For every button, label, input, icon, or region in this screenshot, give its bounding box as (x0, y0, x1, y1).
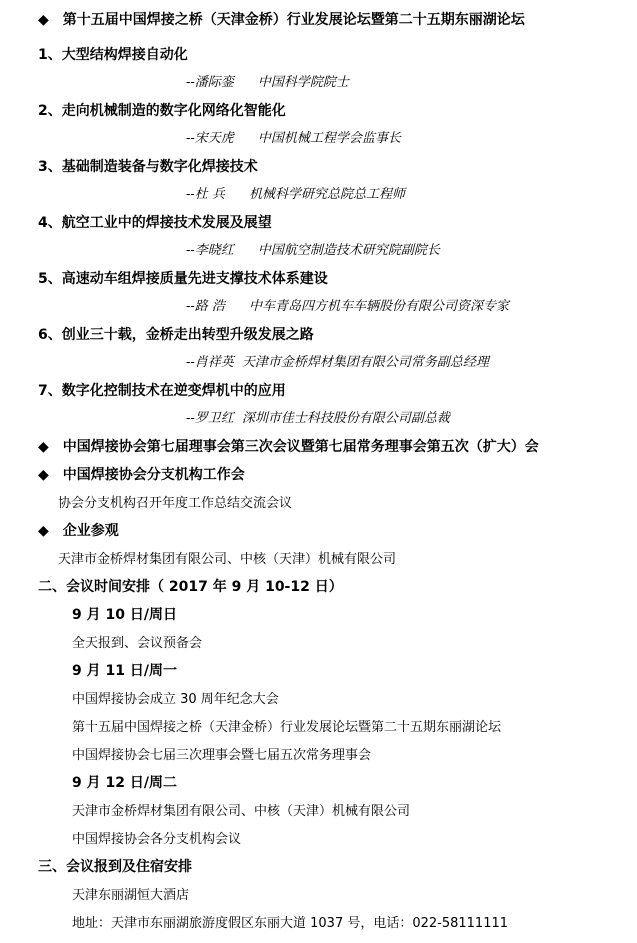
speaker-affiliation: 天津市金桥焊材集团有限公司常务副总经理 (241, 355, 489, 370)
diamond-bullet-icon: ◆ (38, 467, 49, 483)
talk-speaker-line: --宋天虎 中国机械工程学会监事长 (186, 131, 401, 146)
forum-heading (38, 9, 525, 29)
speaker-affiliation: 机械科学研究总院总工程师 (248, 187, 405, 202)
talk-title: 1、大型结构焊接自动化 (38, 47, 188, 63)
speaker-affiliation: 中国科学院院士 (257, 75, 349, 90)
talk-title: 5、高速动车组焊接质量先进支撑技术体系建设 (38, 271, 328, 287)
visit-detail: 天津市金桥焊材集团有限公司、中核（天津）机械有限公司 (58, 552, 397, 567)
speaker-affiliation: 中国机械工程学会监事长 (257, 131, 401, 146)
talk-title: 3、基础制造装备与数字化焊接技术 (38, 159, 258, 175)
speaker-affiliation: 中国航空制造技术研究院副院长 (257, 243, 440, 258)
talk-title: 2、走向机械制造的数字化网络化智能化 (38, 103, 286, 119)
schedule-date: 9 月 10 日/周日 (72, 607, 177, 623)
speaker-affiliation: 中车青岛四方机车车辆股份有限公司资深专家 (248, 299, 509, 314)
speaker-name: 李晓红 (194, 243, 234, 258)
schedule-item: 全天报到、会议预备会 (72, 636, 203, 651)
schedule-date: 9 月 12 日/周二 (72, 775, 177, 791)
visit-title: 企业参观 (62, 523, 119, 539)
branch-title: 中国焊接协会分支机构工作会 (62, 467, 245, 483)
hotel-address: 地址：天津市东丽湖旅游度假区东丽大道 1037 号，电话：022-58111111 (72, 916, 509, 931)
talk-speaker-line: --肖祥英 天津市金桥焊材集团有限公司常务副总经理 (186, 355, 489, 370)
speaker-name: 宋天虎 (194, 131, 234, 146)
schedule-item: 天津市金桥焊材集团有限公司、中核（天津）机械有限公司 (72, 804, 411, 819)
talk-title: 6、创业三十载，金桥走出转型升级发展之路 (38, 327, 314, 343)
hotel-name: 天津东丽湖恒大酒店 (72, 888, 190, 903)
schedule-item: 中国焊接协会成立 30 周年纪念大会 (72, 692, 279, 707)
schedule-date: 9 月 11 日/周一 (72, 663, 177, 679)
talk-speaker-line: --路 浩 中车青岛四方机车车辆股份有限公司资深专家 (186, 299, 509, 314)
diamond-bullet-icon: ◆ (38, 523, 49, 539)
forum-title: 第十五届中国焊接之桥（天津金桥）行业发展论坛暨第二十五期东丽湖论坛 (62, 12, 525, 28)
diamond-bullet-icon: ◆ (38, 12, 49, 28)
speaker-name: 杜 兵 (194, 187, 225, 202)
lodging-title: 三、会议报到及住宿安排 (38, 859, 192, 875)
speaker-name: 肖祥英 (194, 355, 234, 370)
schedule-title: 二、会议时间安排（ 2017 年 9 月 10-12 日） (38, 579, 343, 595)
talk-title: 7、数字化控制技术在逆变焊机中的应用 (38, 383, 286, 399)
talk-speaker-line: --李晓红 中国航空制造技术研究院副院长 (186, 243, 440, 258)
schedule-item: 中国焊接协会七届三次理事会暨七届五次常务理事会 (72, 748, 372, 763)
talk-speaker-line: --潘际銮 中国科学院院士 (186, 75, 349, 90)
branch-heading (38, 464, 245, 484)
council-heading (38, 436, 539, 456)
schedule-item: 中国焊接协会各分支机构会议 (72, 832, 242, 847)
schedule-item: 第十五届中国焊接之桥（天津金桥）行业发展论坛暨第二十五期东丽湖论坛 (72, 720, 502, 735)
diamond-bullet-icon: ◆ (38, 439, 49, 455)
speaker-affiliation: 深圳市佳士科技股份有限公司副总裁 (241, 411, 450, 426)
branch-detail: 协会分支机构召开年度工作总结交流会议 (58, 496, 293, 511)
speaker-name: 罗卫红 (194, 411, 234, 426)
visit-heading (38, 520, 119, 540)
council-title: 中国焊接协会第七届理事会第三次会议暨第七届常务理事会第五次（扩大）会 (62, 439, 539, 455)
talk-speaker-line: --罗卫红 深圳市佳士科技股份有限公司副总裁 (186, 411, 450, 426)
talk-speaker-line: --杜 兵 机械科学研究总院总工程师 (186, 187, 405, 202)
talk-title: 4、航空工业中的焊接技术发展及展望 (38, 215, 272, 231)
speaker-name: 潘际銮 (194, 75, 234, 90)
speaker-name: 路 浩 (194, 299, 225, 314)
